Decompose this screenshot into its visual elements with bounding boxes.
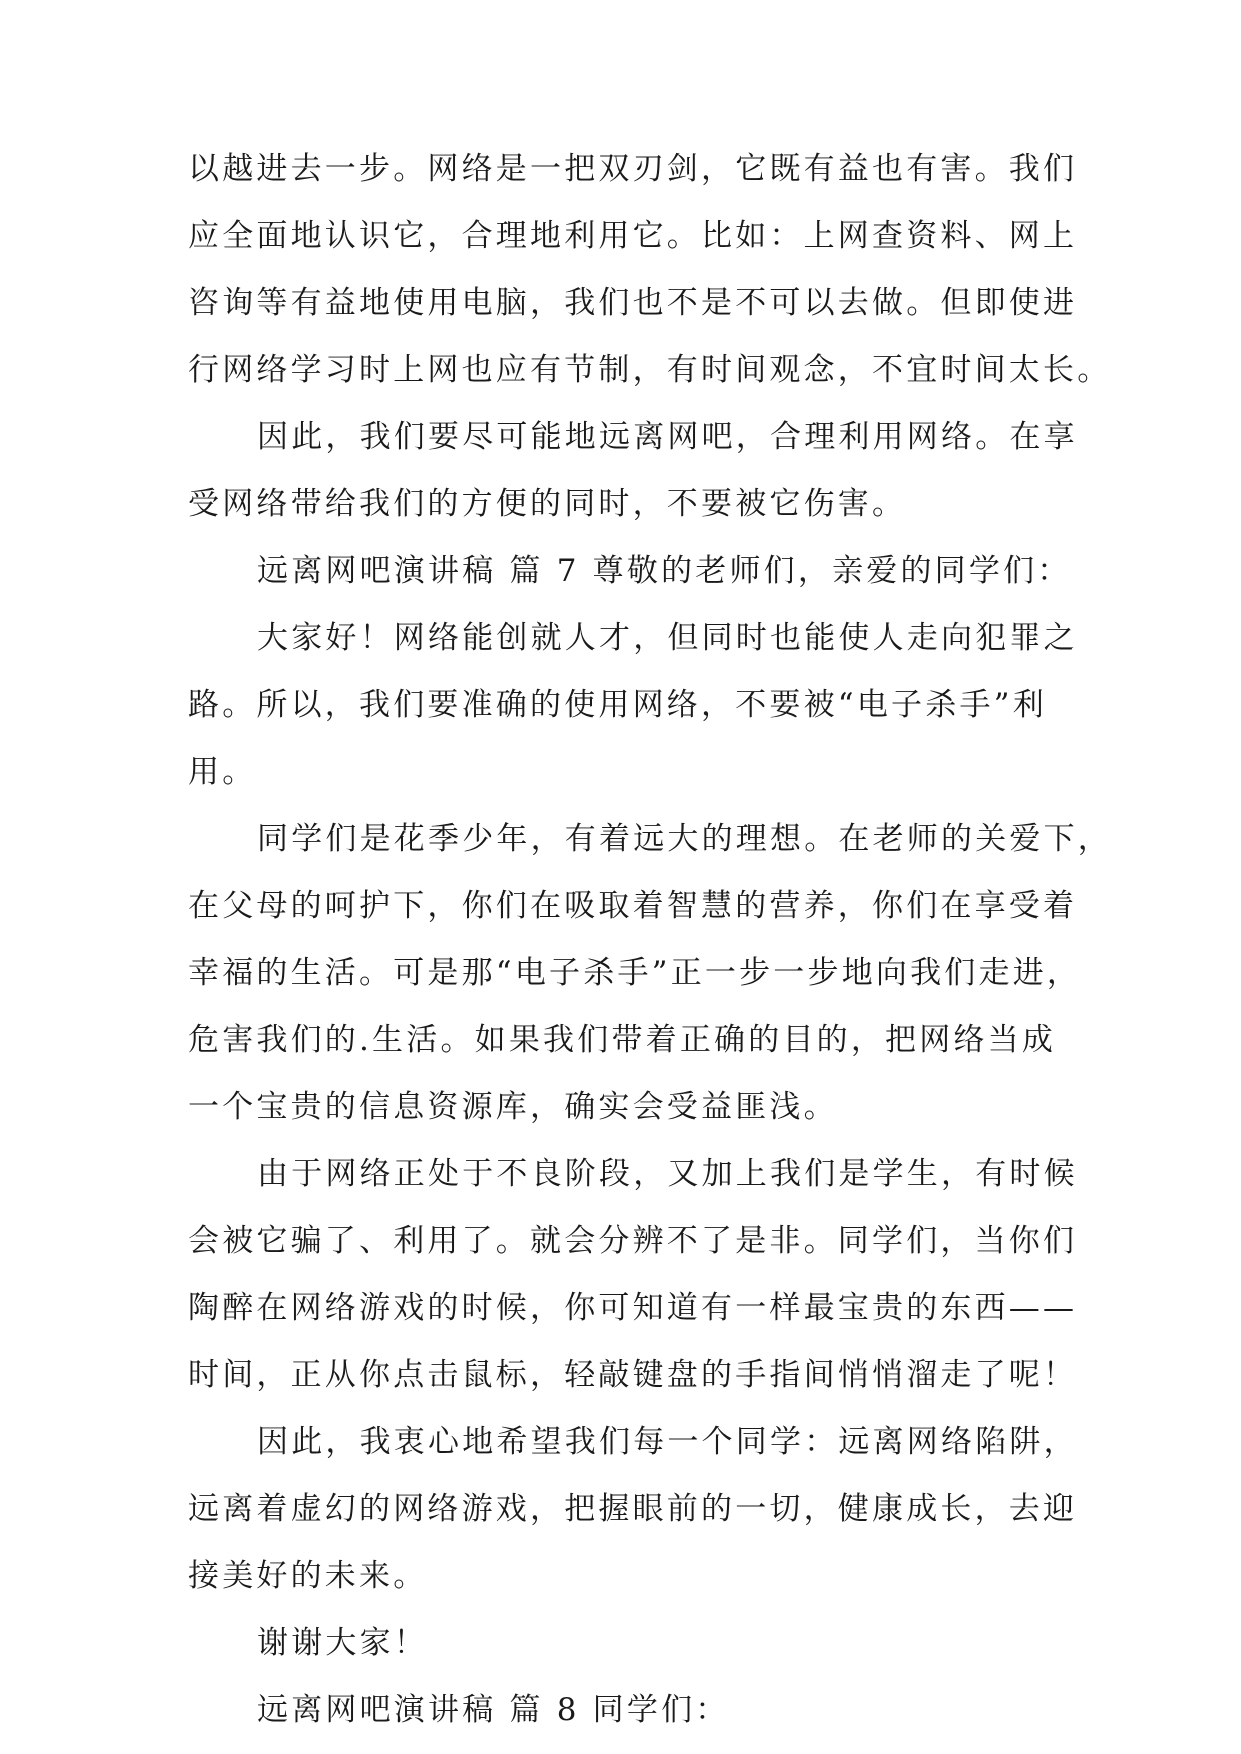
text-line: 应全面地认识它，合理地利用它。比如：上网查资料、网上 xyxy=(188,218,1078,254)
text-line: 在父母的呵护下，你们在吸取着智慧的营养，你们在享受着 xyxy=(188,888,1078,924)
text-line: 路。所以，我们要准确的使用网络，不要被“电子杀手”利 xyxy=(188,687,1047,723)
text-line: 以越进去一步。网络是一把双刃剑，它既有益也有害。我们 xyxy=(188,151,1078,187)
section-heading: 远离网吧演讲稿 篇 7 尊敬的老师们，亲爱的同学们： xyxy=(257,553,1072,589)
text-line: 会被它骗了、利用了。就会分辨不了是非。同学们，当你们 xyxy=(188,1223,1078,1259)
text-line: 大家好！网络能创就人才，但同时也能使人走向犯罪之 xyxy=(257,620,1078,656)
text-line: 时间，正从你点击鼠标，轻敲键盘的手指间悄悄溜走了呢！ xyxy=(188,1357,1078,1393)
text-line: 受网络带给我们的方便的同时，不要被它伤害。 xyxy=(188,486,907,522)
text-line: 因此，我衷心地希望我们每一个同学：远离网络陷阱， xyxy=(257,1424,1078,1460)
text-line: 幸福的生活。可是那“电子杀手”正一步一步地向我们走进， xyxy=(188,955,1082,991)
text-line: 用。 xyxy=(188,754,257,790)
text-line: 危害我们的.生活。如果我们带着正确的目的，把网络当成 xyxy=(188,1022,1057,1058)
text-line: 一个宝贵的信息资源库，确实会受益匪浅。 xyxy=(188,1089,838,1125)
text-line: 远离着虚幻的网络游戏，把握眼前的一切，健康成长，去迎 xyxy=(188,1491,1078,1527)
text-line: 由于网络正处于不良阶段，又加上我们是学生，有时候 xyxy=(257,1156,1078,1192)
text-line: 因此，我们要尽可能地远离网吧，合理利用网络。在享 xyxy=(257,419,1078,455)
text-line: 陶醉在网络游戏的时候，你可知道有一样最宝贵的东西—— xyxy=(188,1290,1078,1326)
section-heading: 远离网吧演讲稿 篇 8 同学们： xyxy=(257,1692,730,1728)
text-line: 咨询等有益地使用电脑，我们也不是不可以去做。但即使进 xyxy=(188,285,1078,321)
text-line: 行网络学习时上网也应有节制，有时间观念，不宜时间太长。 xyxy=(188,352,1112,388)
text-line: 接美好的未来。 xyxy=(188,1558,428,1594)
text-line: 谢谢大家！ xyxy=(257,1625,428,1661)
text-line: 同学们是花季少年，有着远大的理想。在老师的关爱下， xyxy=(257,821,1112,857)
